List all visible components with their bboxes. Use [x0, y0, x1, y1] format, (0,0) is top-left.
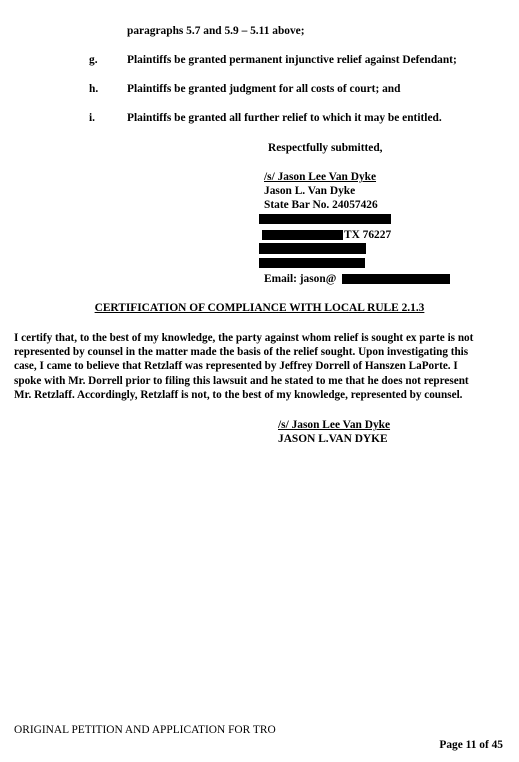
- list-item-letter: i.: [89, 112, 96, 124]
- list-item-text: Plaintiffs be granted all further relief to which it may be entitled.: [127, 112, 442, 124]
- certification-signature: /s/ Jason Lee Van Dyke: [278, 419, 391, 431]
- list-continuation: paragraphs 5.7 and 5.9 – 5.11 above;: [127, 25, 305, 37]
- paragraph-line: represented by counsel in the matter made the basis of the relief sought. Upon investigating this: [14, 346, 469, 359]
- city-state-zip: TX 76227: [344, 229, 392, 241]
- closing-text: Respectfully submitted,: [268, 142, 383, 154]
- list-item-letter: g.: [89, 54, 98, 66]
- redaction-bar: [259, 258, 365, 268]
- list-item-text: Plaintiffs be granted judgment for all costs of court; and: [127, 83, 401, 95]
- paragraph-line: spoke with Mr. Dorrell prior to filing this lawsuit and he stated to me that he does not represent: [14, 374, 469, 387]
- page-number: Page 11 of 45: [439, 739, 503, 751]
- certification-paragraph: [14, 331, 506, 402]
- bar-number: State Bar No. 24057426: [264, 199, 378, 211]
- redaction-bar: [259, 214, 391, 224]
- attorney-signature: /s/ Jason Lee Van Dyke: [264, 171, 377, 183]
- list-item-text: Plaintiffs be granted permanent injunctive relief against Defendant;: [127, 54, 457, 66]
- email-line: Email: jason@: [264, 273, 337, 285]
- certification-heading: CERTIFICATION OF COMPLIANCE WITH LOCAL RULE 2.1.3: [94, 302, 425, 314]
- redaction-bar: [342, 274, 450, 284]
- redaction-bar: [262, 230, 343, 240]
- list-item-letter: h.: [89, 83, 99, 95]
- footer-document-title: ORIGINAL PETITION AND APPLICATION FOR TRO: [14, 724, 276, 736]
- paragraph-line: case, I came to believe that Retzlaff was represented by Jeffrey Dorrell of Hanszen LaPorte. I: [14, 360, 458, 373]
- paragraph-line: Mr. Retzlaff. Accordingly, Retzlaff is not, to the best of my knowledge, represented by counsel.: [14, 388, 463, 401]
- redaction-bar: [259, 243, 366, 254]
- attorney-name: Jason L. Van Dyke: [264, 185, 356, 197]
- certification-name: JASON L.VAN DYKE: [278, 433, 388, 445]
- paragraph-line: I certify that, to the best of my knowledge, the party against whom relief is sought ex parte is not: [14, 332, 474, 344]
